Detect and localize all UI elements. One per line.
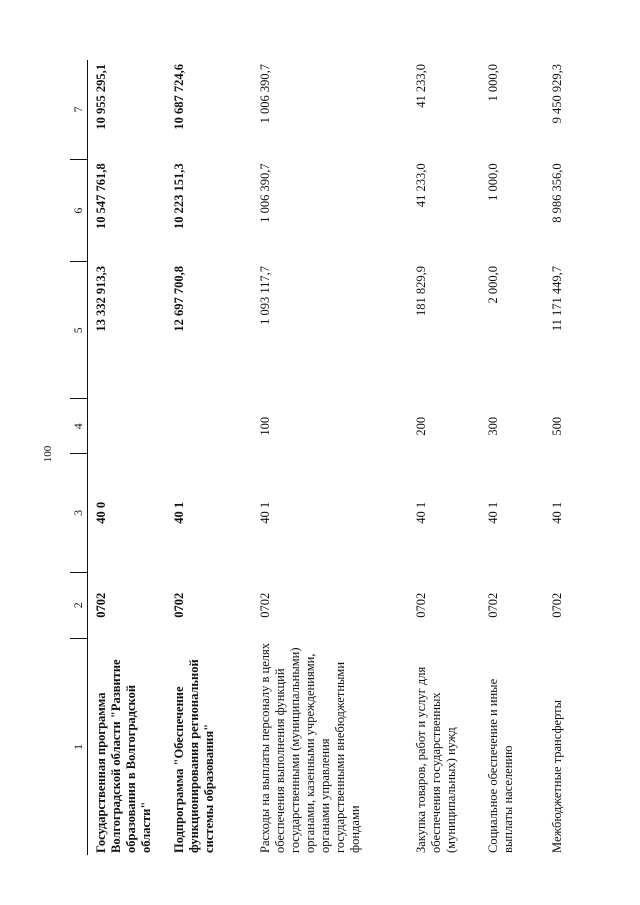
row-type: 300 (486, 416, 500, 436)
row-type: 500 (550, 416, 564, 436)
table-row (88, 60, 167, 855)
row-name: Подпрограмма "Обеспечение функционирования региональной системы образования" (172, 659, 216, 853)
row-name: Социальное обеспечение и иные выплаты населению (486, 678, 515, 853)
row-value-7: 9 450 929,3 (550, 64, 564, 124)
row-value-6: 1 000,0 (486, 163, 500, 201)
row-value-6: 8 986 356,0 (550, 163, 564, 223)
row-section: 0702 (486, 592, 500, 618)
row-target: 40 1 (172, 501, 186, 524)
header-row (70, 60, 88, 855)
col-header-2: 2 (70, 572, 88, 638)
row-target: 40 1 (414, 501, 428, 524)
row-value-7: 10 955 295,1 (94, 64, 108, 130)
row-target: 40 1 (486, 501, 500, 524)
table-row (408, 60, 480, 855)
col-header-6: 6 (70, 159, 88, 262)
col-header-5: 5 (70, 262, 88, 399)
row-value-6: 10 223 151,3 (172, 163, 186, 229)
table-row (166, 60, 252, 855)
row-type (88, 399, 167, 454)
row-section: 0702 (414, 592, 428, 618)
page-number: 100 (42, 445, 54, 463)
row-value-5: 1 093 117,7 (258, 265, 272, 325)
col-header-7: 7 (70, 60, 88, 159)
row-value-5: 13 332 913,3 (94, 265, 108, 332)
row-value-7: 1 006 390,7 (258, 64, 272, 124)
row-value-7: 1 000,0 (486, 64, 500, 102)
row-value-7: 10 687 724,6 (172, 64, 186, 130)
row-type: 200 (414, 416, 428, 436)
row-target: 40 0 (94, 501, 108, 524)
table-row (544, 60, 590, 855)
col-header-1: 1 (70, 638, 88, 855)
row-target: 40 1 (258, 501, 272, 524)
row-value-5: 2 000,0 (486, 265, 500, 304)
budget-table (70, 60, 590, 855)
row-section: 0702 (94, 592, 108, 618)
row-type: 100 (258, 416, 272, 436)
row-name: Закупка товаров, работ и услуг для обеспечения государственных (муниципальных) нужд (414, 666, 458, 853)
row-section: 0702 (172, 592, 186, 618)
table-row (252, 60, 408, 855)
row-value-6: 1 006 390,7 (258, 163, 272, 223)
row-value-6: 41 233,0 (414, 163, 428, 208)
row-value-6: 10 547 761,8 (94, 163, 108, 229)
row-name: Государственная программа Волгоградской области "Развитие образования в Волгоградской области" (94, 659, 153, 853)
row-section: 0702 (550, 592, 564, 618)
row-value-5: 181 829,9 (414, 265, 428, 316)
row-type (166, 399, 252, 454)
row-target: 40 1 (550, 501, 564, 524)
row-value-5: 11 171 449,7 (550, 265, 564, 332)
budget-table-rotated (70, 60, 605, 855)
row-value-5: 12 697 700,8 (172, 265, 186, 332)
col-header-3: 3 (70, 454, 88, 573)
row-value-7: 41 233,0 (414, 64, 428, 108)
table-row (480, 60, 544, 855)
row-section: 0702 (258, 592, 272, 618)
row-name: Межбюджетные трансферты (550, 699, 564, 853)
row-name: Расходы на выплаты персоналу в целях обеспечения выполнения функций государственными (муниципальными) органами, казенными учреждениями, органами управления государственными внебюджетными фондами (258, 643, 362, 853)
col-header-4: 4 (70, 399, 88, 454)
